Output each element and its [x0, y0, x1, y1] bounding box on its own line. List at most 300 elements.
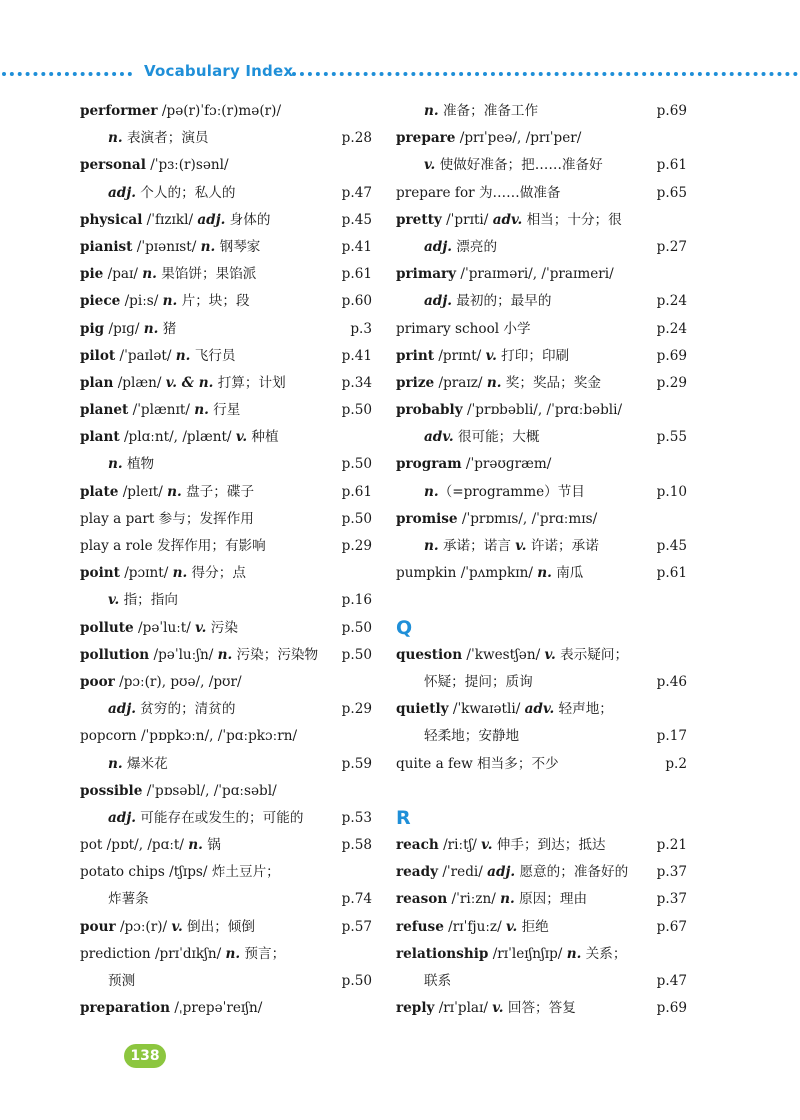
index-line-text: [80, 402, 240, 418]
page-reference: p.58: [341, 837, 372, 854]
part-of-speech: v.: [544, 646, 556, 663]
page-reference: p.69: [656, 103, 687, 119]
index-line-text: [80, 592, 178, 608]
page-reference: p.21: [656, 837, 687, 854]
page-reference: p.29: [656, 374, 687, 391]
index-line: [396, 914, 687, 941]
headword: plant: [80, 429, 120, 446]
page-reference: p.65: [656, 184, 687, 201]
definition-text: 伸手；到达；抵达: [492, 837, 606, 854]
headword: prize: [396, 374, 435, 391]
page-reference: p.24: [656, 293, 687, 310]
page-reference: p.69: [656, 347, 687, 364]
index-line-text: [396, 266, 614, 282]
page-reference: p.10: [656, 483, 687, 500]
part-of-speech: adj.: [108, 701, 136, 718]
definition-text: 表示疑问；: [555, 646, 629, 663]
part-of-speech: n.: [172, 565, 188, 582]
index-line-text: [80, 348, 235, 364]
page-reference: p.50: [341, 646, 372, 663]
definition-text: play a role 发挥作用；有影响: [80, 538, 266, 554]
index-line: [396, 560, 687, 587]
pronunciation: /ˈprɒmɪs/, /ˈprɑːmɪs/: [457, 510, 598, 527]
definition-text: 使做好准备；把……准备好: [435, 157, 603, 174]
part-of-speech: v.: [235, 429, 248, 446]
section-gap: [396, 587, 687, 614]
headword: reply: [396, 1000, 435, 1017]
part-of-speech: v.: [515, 538, 527, 554]
definition-text: 南瓜: [551, 565, 584, 582]
part-of-speech: v. & n.: [165, 374, 214, 391]
part-of-speech: n.: [143, 320, 159, 337]
definition-text: /praɪz/: [434, 374, 487, 391]
headword: pig: [80, 320, 105, 337]
definition-text: /ˈkwestʃən/: [462, 646, 545, 663]
index-line: [396, 886, 687, 913]
section-r-entries: [396, 832, 687, 1022]
index-line-text: [80, 293, 250, 309]
pronunciation: /ˈprəʊɡræm/: [461, 456, 552, 473]
definition-text: /pəˈluːt/: [133, 619, 196, 636]
definition-text: 轻声地；: [554, 701, 613, 718]
definition-text: /ˈredi/: [438, 864, 488, 881]
definition-text: 果馅饼；果馅派: [156, 266, 257, 283]
index-line: [396, 343, 687, 370]
definition-text: potato chips /tʃɪps/ 炸土豆片；: [80, 864, 280, 881]
pronunciation: /pɔː(r), pʊə/, /pʊr/: [114, 673, 242, 690]
part-of-speech: n.: [424, 103, 439, 119]
index-line: [80, 343, 372, 370]
definition-text: /ˈprɪti/: [441, 211, 493, 228]
part-of-speech: n.: [194, 402, 209, 419]
definition-text: 污染；污染物: [232, 646, 319, 663]
index-line-text: [80, 864, 280, 880]
index-line: [80, 832, 372, 859]
part-of-speech: v.: [505, 918, 518, 935]
headword: pretty: [396, 211, 442, 228]
part-of-speech: n.: [486, 374, 502, 391]
index-line: [80, 669, 372, 696]
page-reference: p.16: [341, 592, 372, 609]
page-reference: p.57: [341, 918, 372, 935]
index-line-text: [80, 484, 254, 500]
definition-text: 回答；答复: [503, 1000, 576, 1017]
headword: piece: [80, 293, 121, 310]
index-line-text: [396, 919, 549, 935]
index-line-text: [396, 348, 569, 364]
index-line-text: [396, 756, 559, 772]
index-line-text: [396, 728, 519, 744]
definition-text: play a part 参与；发挥作用: [80, 510, 254, 527]
index-line-text: [80, 973, 135, 989]
page-reference: p.53: [341, 809, 372, 826]
page-reference: p.24: [656, 320, 687, 337]
right-column-top: [396, 98, 687, 587]
index-line: [80, 805, 372, 832]
definition-text: /prɪnt/: [434, 347, 486, 364]
section-letter-r: R: [396, 806, 411, 829]
index-line: [396, 723, 687, 750]
index-line: [396, 98, 687, 125]
index-line-text: [80, 266, 256, 282]
index-line-text: [80, 620, 238, 636]
definition-text: 相当；十分；很: [522, 211, 622, 228]
definition-text: primary school 小学: [396, 320, 531, 337]
definition-text: 种植: [247, 429, 279, 446]
part-of-speech: v.: [171, 918, 183, 935]
definition-text: /piːs/: [120, 293, 163, 310]
page-reference: p.74: [341, 891, 372, 908]
index-line: [80, 886, 372, 913]
index-line: [80, 941, 372, 968]
right-column: [396, 98, 687, 1022]
index-line-text: [396, 565, 583, 581]
index-line-text: [396, 701, 613, 717]
part-of-speech: n.: [108, 755, 123, 772]
part-of-speech: adj.: [487, 864, 516, 881]
index-line: [396, 642, 687, 669]
index-line: [80, 587, 372, 614]
part-of-speech: adj.: [108, 184, 136, 201]
index-line: [396, 180, 687, 207]
part-of-speech: adj.: [197, 211, 226, 228]
definition-text: /pleɪt/: [118, 483, 168, 500]
index-line-text: [396, 157, 603, 173]
definition-text: 指；指向: [119, 592, 178, 609]
index-line: [80, 751, 372, 778]
part-of-speech: n.: [200, 238, 216, 255]
index-line-text: [80, 130, 209, 146]
definition-text: /riːtʃ/: [438, 837, 482, 854]
page-reference: p.27: [656, 238, 687, 255]
definition-text: 轻柔地；安静地: [424, 728, 520, 745]
index-line-text: [396, 864, 628, 880]
pronunciation: /prɪˈpeə/, /prɪˈper/: [455, 130, 582, 147]
index-line: [80, 207, 372, 234]
index-line-text: [80, 429, 279, 445]
index-line: [396, 696, 687, 723]
index-line: [80, 316, 372, 343]
index-line: [396, 451, 687, 478]
headword: reason: [396, 891, 448, 908]
page-reference: p.3: [350, 320, 372, 337]
index-line: [80, 696, 372, 723]
pronunciation: /ˌprepəˈreɪʃn/: [170, 1000, 263, 1017]
section-q-heading-row: [396, 615, 687, 642]
definition-text: /plɑːnt/, /plænt/: [119, 429, 236, 446]
index-line-text: [396, 212, 622, 228]
index-line: [80, 642, 372, 669]
headword: program: [396, 456, 462, 473]
page-reference: p.37: [656, 864, 687, 881]
definition-text: 钢琴家: [215, 238, 261, 255]
part-of-speech: n.: [175, 347, 191, 364]
headword: primary: [396, 266, 457, 283]
part-of-speech: n.: [108, 456, 123, 473]
page-reference: p.45: [656, 538, 687, 554]
part-of-speech: n.: [188, 837, 203, 854]
page-reference: p.29: [341, 538, 372, 554]
section-gap: [396, 778, 687, 805]
index-line-text: [80, 1000, 262, 1016]
header-dotted-rule-right: [292, 72, 798, 76]
part-of-speech: n.: [142, 266, 157, 283]
index-line: [80, 723, 372, 750]
index-line: [80, 859, 372, 886]
part-of-speech: n.: [537, 565, 552, 582]
definition-text: 个人的；私人的: [135, 184, 236, 201]
index-line-text: [396, 103, 538, 119]
headword: question: [396, 646, 463, 663]
page-reference: p.61: [341, 483, 372, 500]
definition-text: 预言；: [240, 945, 286, 962]
index-line-text: [80, 701, 235, 717]
part-of-speech: adj.: [108, 809, 136, 826]
part-of-speech: n.: [566, 945, 582, 962]
part-of-speech: n.: [225, 945, 241, 962]
definition-text: 可能存在或发生的；可能的: [135, 809, 304, 826]
index-line: [396, 669, 687, 696]
page-reference: p.47: [656, 973, 687, 989]
index-line-text: [396, 538, 599, 554]
page-reference: p.69: [656, 1000, 687, 1017]
index-line: [396, 125, 687, 152]
part-of-speech: n.: [167, 483, 182, 500]
index-line: [80, 234, 372, 261]
index-line-text: [396, 891, 587, 907]
definition-text: /ˈkwaɪətli/: [448, 701, 525, 718]
definition-text: 飞行员: [190, 347, 236, 364]
index-line: [80, 479, 372, 506]
index-line-text: [396, 973, 451, 989]
index-line: [80, 370, 372, 397]
definition-text: /pɪɡ/: [104, 320, 144, 337]
headword: performer: [80, 103, 158, 119]
index-line: [396, 533, 687, 560]
headword: probably: [396, 402, 463, 419]
headword: plate: [80, 483, 119, 500]
definition-text: /rɪˈleɪʃnʃɪp/: [488, 945, 567, 962]
definition-text: 许诺；承诺: [526, 538, 599, 554]
headword: prepare: [396, 130, 456, 147]
definition-text: 原因；理由: [514, 891, 588, 908]
page-reference: p.17: [656, 728, 687, 745]
headword: promise: [396, 510, 458, 527]
definition-text: 得分；点: [187, 565, 246, 582]
page-reference: p.67: [656, 918, 687, 935]
index-line-text: [396, 375, 601, 391]
index-line-text: [396, 321, 531, 337]
definition-text: 奖；奖品；奖金: [501, 374, 601, 391]
headword: physical: [80, 211, 143, 228]
page-reference: p.50: [341, 510, 372, 527]
definition-text: 身体的: [225, 211, 271, 228]
index-line: [396, 968, 687, 995]
index-line: [80, 451, 372, 478]
headword: point: [80, 565, 120, 582]
index-line-text: [396, 837, 606, 853]
definition-text: 炸薯条: [108, 891, 149, 908]
definition-text: 贫穷的；清贫的: [135, 701, 236, 718]
index-line: [396, 859, 687, 886]
definition-text: prediction /prɪˈdɪkʃn/: [80, 945, 226, 962]
part-of-speech: adv.: [492, 211, 523, 228]
index-line-text: [396, 402, 622, 418]
definition-text: pot /pɒt/, /pɑːt/: [80, 837, 189, 854]
definition-text: 锅: [202, 837, 221, 854]
headword: ready: [396, 864, 439, 881]
part-of-speech: v.: [424, 157, 436, 174]
definition-text: 片；块；段: [177, 293, 250, 310]
definition-text: 植物: [122, 456, 155, 473]
definition-text: 准备；准备工作: [438, 103, 539, 119]
headword: preparation: [80, 1000, 170, 1017]
index-line-text: [80, 783, 277, 799]
page-number-badge: 138: [124, 1044, 166, 1068]
definition-text: pumpkin /ˈpʌmpkɪn/: [396, 565, 538, 582]
page-reference: p.61: [656, 157, 687, 174]
index-line-text: [80, 538, 266, 554]
index-line-text: [396, 647, 628, 663]
index-line-text: [80, 185, 235, 201]
definition-text: /pɔː(r)/: [115, 918, 172, 935]
index-line: [396, 832, 687, 859]
index-line: [396, 751, 687, 778]
index-line: [396, 941, 687, 968]
definition-text: 最初的；最早的: [451, 293, 552, 310]
page-reference: p.50: [341, 402, 372, 419]
index-line: [396, 370, 687, 397]
definition-text: /ˈpɪənɪst/: [132, 238, 201, 255]
definition-text: popcorn /ˈpɒpkɔːn/, /ˈpɑːpkɔːrn/: [80, 728, 298, 745]
index-line-text: [80, 375, 286, 391]
index-line-text: [80, 456, 154, 472]
definition-text: 倒出；倾倒: [182, 918, 255, 935]
index-line: [80, 261, 372, 288]
index-line: [80, 125, 372, 152]
definition-text: 污染: [206, 619, 238, 636]
part-of-speech: adj.: [424, 293, 452, 310]
index-line-text: [80, 810, 303, 826]
page-reference: p.60: [341, 293, 372, 310]
index-line-text: [396, 946, 626, 962]
headword: print: [396, 347, 434, 364]
definition-text: /plæn/: [113, 374, 166, 391]
page-reference: p.45: [341, 211, 372, 228]
part-of-speech: v.: [195, 619, 207, 636]
index-line-text: [396, 456, 551, 472]
page-reference: p.37: [656, 891, 687, 908]
index-line-text: [396, 429, 539, 445]
index-line-text: [396, 674, 533, 690]
definition-text: 猪: [158, 320, 177, 337]
index-line: [80, 914, 372, 941]
page-reference: p.50: [341, 619, 372, 636]
index-line-text: [80, 511, 254, 527]
definition-text: 关系；: [581, 945, 627, 962]
pronunciation: /ˈpraɪməri/, /ˈpraɪmeri/: [456, 266, 614, 283]
pronunciation: /ˈpɒsəbl/, /ˈpɑːsəbl/: [142, 782, 277, 799]
definition-text: 打算；计划: [213, 374, 286, 391]
page-reference: p.2: [665, 755, 687, 772]
headword: planet: [80, 402, 129, 419]
index-line: [80, 152, 372, 179]
index-line-text: [396, 1000, 576, 1016]
part-of-speech: n.: [424, 538, 439, 554]
definition-text: 爆米花: [122, 755, 168, 772]
page-reference: p.28: [341, 130, 372, 147]
definition-text: 打印；印刷: [496, 347, 570, 364]
headword: refuse: [396, 918, 444, 935]
definition-text: /ˈpaɪlət/: [115, 347, 176, 364]
headword: pollute: [80, 619, 134, 636]
definition-text: prepare for 为……做准备: [396, 184, 561, 201]
part-of-speech: n.: [500, 891, 515, 908]
definition-text: /pɔɪnt/: [119, 565, 173, 582]
header-dotted-rule-left: [2, 72, 132, 76]
index-line-text: [80, 565, 246, 581]
definition-text: 漂亮的: [451, 238, 498, 255]
index-line-text: [80, 728, 297, 744]
index-line: [396, 506, 687, 533]
index-line: [396, 995, 687, 1022]
definition-text: 盘子；碟子: [181, 483, 255, 500]
index-line: [396, 152, 687, 179]
index-line-text: [396, 484, 585, 500]
headword: pour: [80, 918, 116, 935]
headword: pollution: [80, 646, 150, 663]
headword: plan: [80, 374, 114, 391]
part-of-speech: v.: [481, 837, 493, 854]
index-line-text: [80, 946, 285, 962]
index-line-text: [396, 130, 581, 146]
definition-text: （=programme）节目: [438, 483, 585, 500]
definition-text: /ˈfɪzɪkl/: [142, 211, 198, 228]
headword: reach: [396, 837, 439, 854]
index-line-text: [80, 837, 221, 853]
index-line: [80, 968, 372, 995]
definition-text: 愿意的；准备好的: [515, 864, 629, 881]
index-line: [396, 207, 687, 234]
pronunciation: /ˈprɒbəbli/, /ˈprɑːbəbli/: [462, 402, 623, 419]
part-of-speech: n.: [424, 483, 439, 500]
page-reference: p.61: [656, 565, 687, 582]
definition-text: /paɪ/: [103, 266, 143, 283]
index-line: [396, 424, 687, 451]
page-reference: p.47: [341, 184, 372, 201]
index-line: [80, 995, 372, 1022]
index-line: [80, 288, 372, 315]
page-reference: p.29: [341, 701, 372, 718]
headword: relationship: [396, 945, 489, 962]
page-reference: p.41: [341, 238, 372, 255]
definition-text: 很可能；大概: [453, 429, 540, 446]
page-reference: p.50: [341, 456, 372, 473]
section-q-entries: [396, 642, 687, 778]
index-line: [80, 397, 372, 424]
headword: personal: [80, 157, 146, 174]
index-line-text: [80, 157, 229, 173]
index-line-text: [396, 293, 551, 309]
index-line: [396, 479, 687, 506]
index-line: [80, 506, 372, 533]
definition-text: 行星: [208, 402, 241, 419]
part-of-speech: adj.: [424, 238, 452, 255]
part-of-speech: n.: [162, 293, 178, 310]
part-of-speech: v.: [485, 347, 497, 364]
definition-text: /pəˈluːʃn/: [149, 646, 218, 663]
header-band: [0, 60, 800, 86]
